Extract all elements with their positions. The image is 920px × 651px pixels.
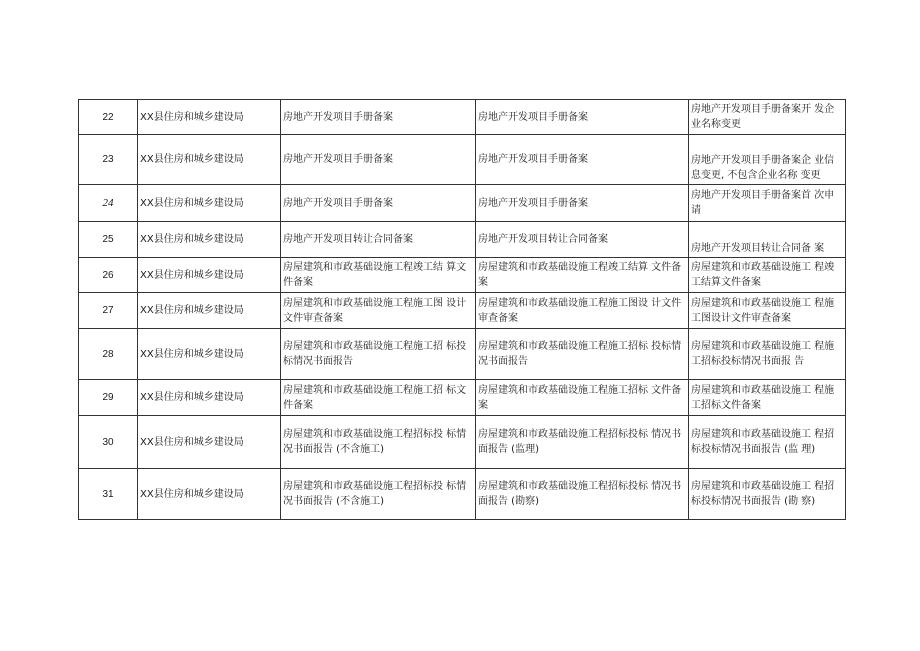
item-name-cell: 房屋建筑和市政基础设施工程招标投 标情况书面报告 (不含施工)	[281, 469, 476, 520]
subitem-name-cell: 房屋建筑和市政基础设施工程招标投标 情况书面报告 (监理)	[476, 416, 689, 469]
department-cell: XX县住房和城乡建设局	[138, 416, 281, 469]
detail-cell: 房屋建筑和市政基础设施工 程招标投标情况书面报告 (勘 察)	[689, 469, 846, 520]
table-row	[79, 222, 846, 258]
row-number: 30	[79, 416, 138, 469]
department-cell: XX县住房和城乡建设局	[138, 469, 281, 520]
subitem-name-cell: 房地产开发项目手册备案	[476, 100, 689, 135]
item-name-cell: 房屋建筑和市政基础设施工程施工图 设计文件审查备案	[281, 293, 476, 329]
department-cell: XX县住房和城乡建设局	[138, 258, 281, 293]
row-number: 28	[79, 329, 138, 380]
subitem-name-cell: 房屋建筑和市政基础设施工程施工招标 文件备案	[476, 380, 689, 416]
table-row	[79, 329, 846, 380]
table-row	[79, 469, 846, 520]
department-cell: XX县住房和城乡建设局	[138, 185, 281, 222]
row-number: 22	[79, 100, 138, 135]
table-row	[79, 293, 846, 329]
item-name-cell: 房地产开发项目转让合同备案	[281, 222, 476, 258]
item-name-cell: 房屋建筑和市政基础设施工程施工招 标文件备案	[281, 380, 476, 416]
detail-cell: 房屋建筑和市政基础设施工 程竣工结算文件备案	[689, 258, 846, 293]
subitem-name-cell: 房屋建筑和市政基础设施工程招标投标 情况书面报告 (勘察)	[476, 469, 689, 520]
table-row	[79, 416, 846, 469]
subitem-name-cell: 房地产开发项目手册备案	[476, 185, 689, 222]
row-number: 27	[79, 293, 138, 329]
detail-cell: 房屋建筑和市政基础设施工 程施工招标文件备案	[689, 380, 846, 416]
subitem-name-cell: 房屋建筑和市政基础设施工程施工招标 投标情况书面报告	[476, 329, 689, 380]
table-row	[79, 100, 846, 135]
subitem-name-cell: 房地产开发项目转让合同备案	[476, 222, 689, 258]
table-row	[79, 258, 846, 293]
row-number: 26	[79, 258, 138, 293]
item-name-cell: 房屋建筑和市政基础设施工程竣工结 算文件备案	[281, 258, 476, 293]
department-cell: XX县住房和城乡建设局	[138, 222, 281, 258]
item-name-cell: 房屋建筑和市政基础设施工程施工招 标投标情况书面报告	[281, 329, 476, 380]
item-name-cell: 房屋建筑和市政基础设施工程招标投 标情况书面报告 (不含施工)	[281, 416, 476, 469]
department-cell: XX县住房和城乡建设局	[138, 329, 281, 380]
detail-cell: 房地产开发项目转让合同备 案	[689, 222, 846, 258]
subitem-name-cell: 房屋建筑和市政基础设施工程施工图设 计文件审查备案	[476, 293, 689, 329]
department-cell: XX县住房和城乡建设局	[138, 293, 281, 329]
department-cell: XX县住房和城乡建设局	[138, 135, 281, 185]
row-number: 31	[79, 469, 138, 520]
detail-cell: 房屋建筑和市政基础设施工 程招标投标情况书面报告 (监 理)	[689, 416, 846, 469]
item-name-cell: 房地产开发项目手册备案	[281, 100, 476, 135]
table-row	[79, 380, 846, 416]
detail-cell: 房地产开发项目手册备案开 发企业名称变更	[689, 100, 846, 135]
table-row	[79, 185, 846, 222]
row-number: 29	[79, 380, 138, 416]
item-name-cell: 房地产开发项目手册备案	[281, 185, 476, 222]
detail-cell: 房地产开发项目手册备案首 次申请	[689, 185, 846, 222]
detail-cell: 房屋建筑和市政基础设施工 程施工招标投标情况书面报 告	[689, 329, 846, 380]
table-row	[79, 135, 846, 185]
department-cell: XX县住房和城乡建设局	[138, 380, 281, 416]
row-number: 23	[79, 135, 138, 185]
department-cell: XX县住房和城乡建设局	[138, 100, 281, 135]
detail-cell: 房地产开发项目手册备案企 业信息变更, 不包含企业名称 变更	[689, 135, 846, 185]
row-number: 24	[79, 185, 138, 222]
subitem-name-cell: 房屋建筑和市政基础设施工程竣工结算 文件备案	[476, 258, 689, 293]
subitem-name-cell: 房地产开发项目手册备案	[476, 135, 689, 185]
detail-cell: 房屋建筑和市政基础设施工 程施工图设计文件审查备案	[689, 293, 846, 329]
item-name-cell: 房地产开发项目手册备案	[281, 135, 476, 185]
filing-items-table	[78, 99, 846, 520]
row-number: 25	[79, 222, 138, 258]
